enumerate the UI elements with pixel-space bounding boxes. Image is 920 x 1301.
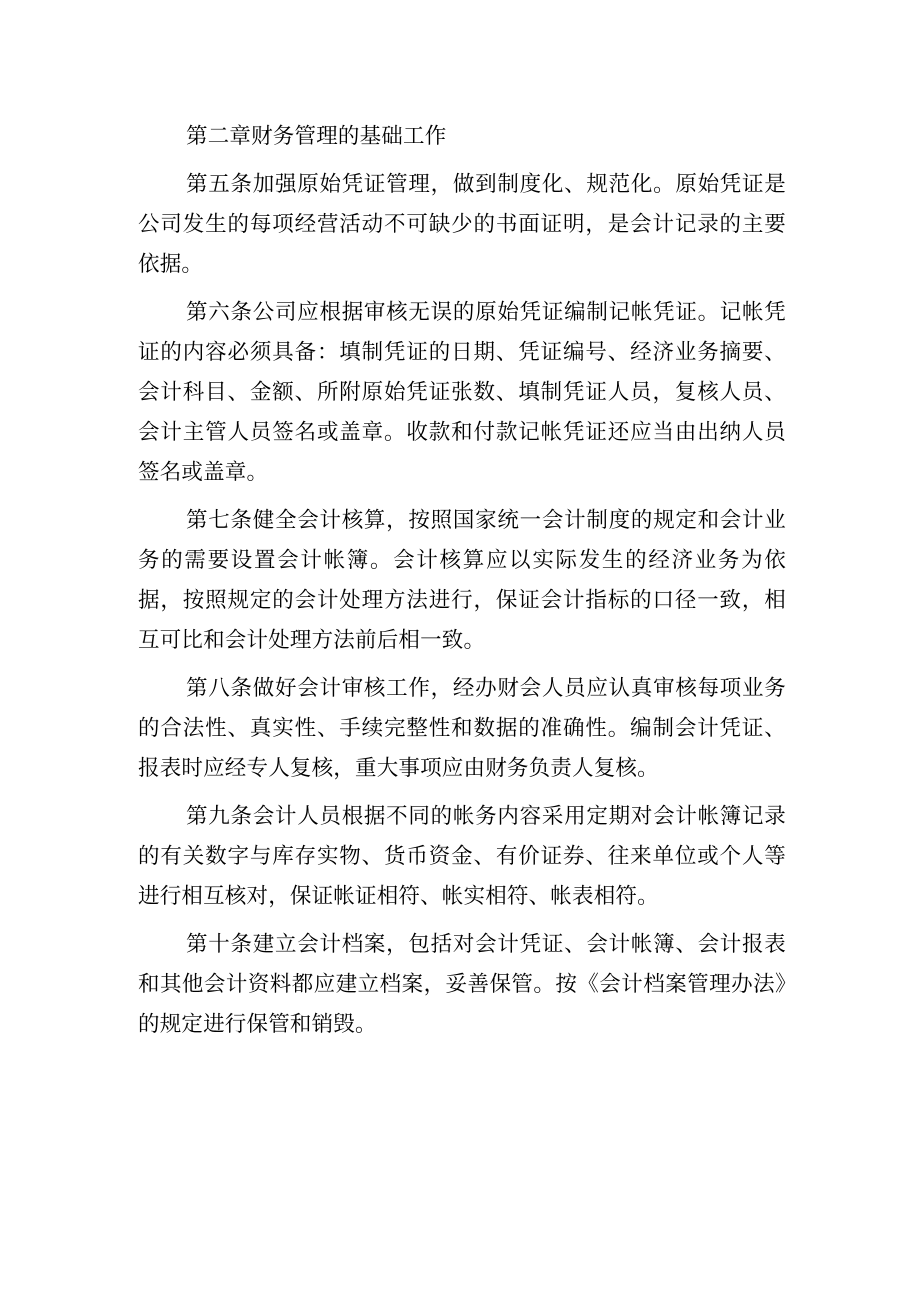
- article-6-paragraph: 第六条公司应根据审核无误的原始凭证编制记帐凭证。记帐凭证的内容必须具备：填制凭证的日期、凭证编号、经济业务摘要、会计科目、金额、所附原始凭证张数、填制凭证人员，复核人员、会计主管人员签名或盖章。收款和付款记帐凭证还应当由出纳人员签名或盖章。: [138, 300, 786, 485]
- article-5-paragraph: 第五条加强原始凭证管理，做到制度化、规范化。原始凭证是公司发生的每项经营活动不可缺少的书面证明，是会计记录的主要依据。: [138, 172, 786, 277]
- document-page: [138, 117, 786, 1053]
- article-8-paragraph: 第八条做好会计审核工作，经办财会人员应认真审核每项业务的合法性、真实性、手续完整性和数据的准确性。编制会计凭证、报表时应经专人复核，重大事项应由财务负责人复核。: [138, 676, 786, 781]
- article-7-paragraph: 第七条健全会计核算，按照国家统一会计制度的规定和会计业务的需要设置会计帐簿。会计核算应以实际发生的经济业务为依据，按照规定的会计处理方法进行，保证会计指标的口径一致，相互可比和会计处理方法前后相一致。: [138, 508, 786, 653]
- chapter-title: 第二章财务管理的基础工作: [186, 124, 447, 149]
- article-10-paragraph: 第十条建立会计档案，包括对会计凭证、会计帐簿、会计报表和其他会计资料都应建立档案，妥善保管。按《会计档案管理办法》的规定进行保管和销毁。: [138, 932, 786, 1037]
- article-9-paragraph: 第九条会计人员根据不同的帐务内容采用定期对会计帐簿记录的有关数字与库存实物、货币资金、有价证券、往来单位或个人等进行相互核对，保证帐证相符、帐实相符、帐表相符。: [138, 804, 786, 909]
